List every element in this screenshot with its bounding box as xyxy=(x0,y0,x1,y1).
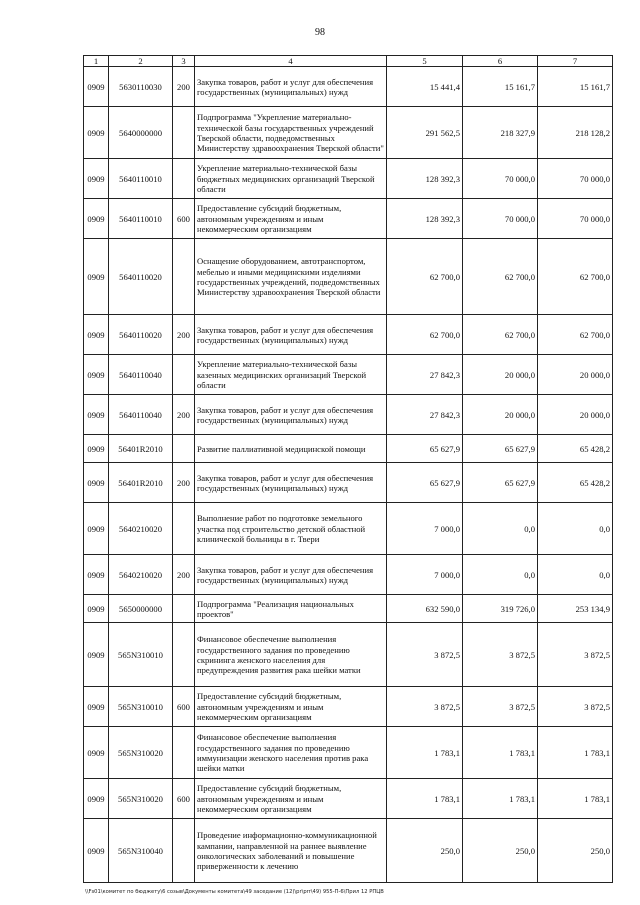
table-row xyxy=(84,819,613,883)
target-article-code: 5640110040 xyxy=(109,395,173,435)
amount-col6: 65 627,9 xyxy=(463,463,538,503)
amount-col6: 65 627,9 xyxy=(463,435,538,463)
expense-description: Предоставление субсидий бюджетным, автономным учреждениям и иным некоммерческим организациям xyxy=(195,779,387,819)
amount-col6: 70 000,0 xyxy=(463,159,538,199)
budget-section-code: 0909 xyxy=(84,623,109,687)
amount-col5: 3 872,5 xyxy=(387,687,463,727)
target-article-code: 565N310040 xyxy=(109,819,173,883)
budget-section-code: 0909 xyxy=(84,779,109,819)
expense-type-code xyxy=(173,107,195,159)
expense-type-code: 200 xyxy=(173,67,195,107)
expense-type-code xyxy=(173,239,195,315)
expense-type-code xyxy=(173,159,195,199)
column-header: 6 xyxy=(463,56,538,67)
amount-col7: 250,0 xyxy=(538,819,613,883)
expense-type-code xyxy=(173,623,195,687)
amount-col5: 3 872,5 xyxy=(387,623,463,687)
table-header-row xyxy=(84,56,613,67)
budget-section-code: 0909 xyxy=(84,107,109,159)
amount-col7: 3 872,5 xyxy=(538,687,613,727)
budget-section-code: 0909 xyxy=(84,555,109,595)
expense-description: Закупка товаров, работ и услуг для обеспечения государственных (муниципальных) нужд xyxy=(195,555,387,595)
target-article-code: 5640110020 xyxy=(109,315,173,355)
amount-col5: 291 562,5 xyxy=(387,107,463,159)
amount-col5: 7 000,0 xyxy=(387,555,463,595)
table-row xyxy=(84,315,613,355)
target-article-code: 5640000000 xyxy=(109,107,173,159)
table-row xyxy=(84,555,613,595)
amount-col6: 0,0 xyxy=(463,503,538,555)
amount-col7: 65 428,2 xyxy=(538,435,613,463)
table-row xyxy=(84,107,613,159)
expense-description: Закупка товаров, работ и услуг для обеспечения государственных (муниципальных) нужд xyxy=(195,463,387,503)
amount-col6: 62 700,0 xyxy=(463,239,538,315)
expense-type-code: 600 xyxy=(173,687,195,727)
target-article-code: 5640210020 xyxy=(109,555,173,595)
target-article-code: 5630110030 xyxy=(109,67,173,107)
budget-section-code: 0909 xyxy=(84,199,109,239)
amount-col7: 20 000,0 xyxy=(538,395,613,435)
table-row xyxy=(84,67,613,107)
table-row xyxy=(84,435,613,463)
amount-col5: 62 700,0 xyxy=(387,239,463,315)
target-article-code: 5640210020 xyxy=(109,503,173,555)
page-number: 98 xyxy=(315,27,325,38)
target-article-code: 5640110020 xyxy=(109,239,173,315)
amount-col6: 15 161,7 xyxy=(463,67,538,107)
amount-col6: 20 000,0 xyxy=(463,395,538,435)
table-row xyxy=(84,727,613,779)
amount-col5: 7 000,0 xyxy=(387,503,463,555)
budget-section-code: 0909 xyxy=(84,159,109,199)
amount-col6: 1 783,1 xyxy=(463,727,538,779)
expense-description: Финансовое обеспечение выполнения государственного задания по проведению скрининга женского населения для предупреждения развития рака шейки матки xyxy=(195,623,387,687)
amount-col5: 128 392,3 xyxy=(387,159,463,199)
amount-col5: 250,0 xyxy=(387,819,463,883)
expense-description: Подпрограмма "Укрепление материально-технической базы государственных учреждений Тверской области, подведомственных Министерству здравоохранения Тверской области" xyxy=(195,107,387,159)
amount-col5: 27 842,3 xyxy=(387,395,463,435)
budget-table xyxy=(83,55,613,883)
column-header: 1 xyxy=(84,56,109,67)
amount-col6: 1 783,1 xyxy=(463,779,538,819)
column-header: 5 xyxy=(387,56,463,67)
expense-description: Закупка товаров, работ и услуг для обеспечения государственных (муниципальных) нужд xyxy=(195,67,387,107)
amount-col6: 319 726,0 xyxy=(463,595,538,623)
expense-type-code: 200 xyxy=(173,555,195,595)
amount-col6: 3 872,5 xyxy=(463,623,538,687)
target-article-code: 565N310020 xyxy=(109,727,173,779)
budget-section-code: 0909 xyxy=(84,727,109,779)
budget-section-code: 0909 xyxy=(84,395,109,435)
expense-description: Закупка товаров, работ и услуг для обеспечения государственных (муниципальных) нужд xyxy=(195,315,387,355)
column-header: 3 xyxy=(173,56,195,67)
amount-col7: 3 872,5 xyxy=(538,623,613,687)
expense-type-code: 200 xyxy=(173,315,195,355)
amount-col7: 253 134,9 xyxy=(538,595,613,623)
expense-type-code xyxy=(173,355,195,395)
amount-col5: 65 627,9 xyxy=(387,435,463,463)
target-article-code: 5640110040 xyxy=(109,355,173,395)
expense-type-code: 200 xyxy=(173,463,195,503)
expense-type-code xyxy=(173,435,195,463)
table-row xyxy=(84,623,613,687)
amount-col7: 0,0 xyxy=(538,555,613,595)
expense-type-code xyxy=(173,727,195,779)
expense-description: Проведение информационно-коммуникационной кампании, направленной на раннее выявление онкологических заболеваний и повышение приверженности к лечению xyxy=(195,819,387,883)
amount-col7: 20 000,0 xyxy=(538,355,613,395)
amount-col6: 250,0 xyxy=(463,819,538,883)
amount-col5: 62 700,0 xyxy=(387,315,463,355)
amount-col6: 62 700,0 xyxy=(463,315,538,355)
target-article-code: 565N310010 xyxy=(109,623,173,687)
column-header: 7 xyxy=(538,56,613,67)
table-row xyxy=(84,239,613,315)
expense-description: Закупка товаров, работ и услуг для обеспечения государственных (муниципальных) нужд xyxy=(195,395,387,435)
budget-section-code: 0909 xyxy=(84,239,109,315)
amount-col6: 0,0 xyxy=(463,555,538,595)
amount-col7: 0,0 xyxy=(538,503,613,555)
table-row xyxy=(84,463,613,503)
expense-type-code: 600 xyxy=(173,199,195,239)
expense-type-code xyxy=(173,819,195,883)
target-article-code: 56401R2010 xyxy=(109,435,173,463)
budget-section-code: 0909 xyxy=(84,67,109,107)
budget-section-code: 0909 xyxy=(84,595,109,623)
target-article-code: 5640110010 xyxy=(109,199,173,239)
amount-col7: 70 000,0 xyxy=(538,199,613,239)
expense-type-code: 200 xyxy=(173,395,195,435)
amount-col6: 20 000,0 xyxy=(463,355,538,395)
budget-section-code: 0909 xyxy=(84,435,109,463)
table-row xyxy=(84,595,613,623)
amount-col6: 218 327,9 xyxy=(463,107,538,159)
column-header: 2 xyxy=(109,56,173,67)
expense-description: Финансовое обеспечение выполнения государственного задания по проведению иммунизации женского населения против рака шейки матки xyxy=(195,727,387,779)
table-row xyxy=(84,159,613,199)
target-article-code: 565N310010 xyxy=(109,687,173,727)
amount-col7: 65 428,2 xyxy=(538,463,613,503)
expense-description: Предоставление субсидий бюджетным, автономным учреждениям и иным некоммерческим организациям xyxy=(195,199,387,239)
expense-description: Укрепление материально-технической базы бюджетных медицинских организаций Тверской области xyxy=(195,159,387,199)
target-article-code: 5640110010 xyxy=(109,159,173,199)
amount-col6: 70 000,0 xyxy=(463,199,538,239)
budget-section-code: 0909 xyxy=(84,355,109,395)
amount-col5: 65 627,9 xyxy=(387,463,463,503)
target-article-code: 56401R2010 xyxy=(109,463,173,503)
amount-col5: 1 783,1 xyxy=(387,727,463,779)
expense-type-code xyxy=(173,595,195,623)
budget-section-code: 0909 xyxy=(84,463,109,503)
amount-col7: 62 700,0 xyxy=(538,239,613,315)
expense-type-code: 600 xyxy=(173,779,195,819)
target-article-code: 5650000000 xyxy=(109,595,173,623)
amount-col7: 1 783,1 xyxy=(538,779,613,819)
target-article-code: 565N310020 xyxy=(109,779,173,819)
column-header: 4 xyxy=(195,56,387,67)
amount-col5: 1 783,1 xyxy=(387,779,463,819)
expense-description: Подпрограмма "Реализация национальных проектов" xyxy=(195,595,387,623)
table-row xyxy=(84,395,613,435)
budget-section-code: 0909 xyxy=(84,503,109,555)
amount-col6: 3 872,5 xyxy=(463,687,538,727)
amount-col7: 218 128,2 xyxy=(538,107,613,159)
expense-description: Развитие паллиативной медицинской помощи xyxy=(195,435,387,463)
expense-description: Оснащение оборудованием, автотранспортом, мебелью и иными медицинскими изделиями государственных учреждений, подведомственных Министерству здравоохранения Тверской области xyxy=(195,239,387,315)
amount-col7: 62 700,0 xyxy=(538,315,613,355)
expense-description: Укрепление материально-технической базы казенных медицинских организаций Тверской области xyxy=(195,355,387,395)
expense-description: Выполнение работ по подготовке земельного участка под строительство детской областной клинической больницы в г. Твери xyxy=(195,503,387,555)
table-row xyxy=(84,503,613,555)
amount-col7: 15 161,7 xyxy=(538,67,613,107)
table-row xyxy=(84,199,613,239)
budget-section-code: 0909 xyxy=(84,315,109,355)
amount-col7: 1 783,1 xyxy=(538,727,613,779)
amount-col5: 27 842,3 xyxy=(387,355,463,395)
table-row xyxy=(84,779,613,819)
amount-col5: 128 392,3 xyxy=(387,199,463,239)
amount-col5: 632 590,0 xyxy=(387,595,463,623)
footer-file-path: \\Fs01\комитет по бюджету\6 созыв\Документы комитета\49 заседание (12)\pr\prr\49) 955-П-6\Прил 12 РПЦВ xyxy=(85,889,384,895)
expense-type-code xyxy=(173,503,195,555)
budget-section-code: 0909 xyxy=(84,819,109,883)
amount-col7: 70 000,0 xyxy=(538,159,613,199)
amount-col5: 15 441,4 xyxy=(387,67,463,107)
table-row xyxy=(84,687,613,727)
expense-description: Предоставление субсидий бюджетным, автономным учреждениям и иным некоммерческим организациям xyxy=(195,687,387,727)
budget-section-code: 0909 xyxy=(84,687,109,727)
table-row xyxy=(84,355,613,395)
